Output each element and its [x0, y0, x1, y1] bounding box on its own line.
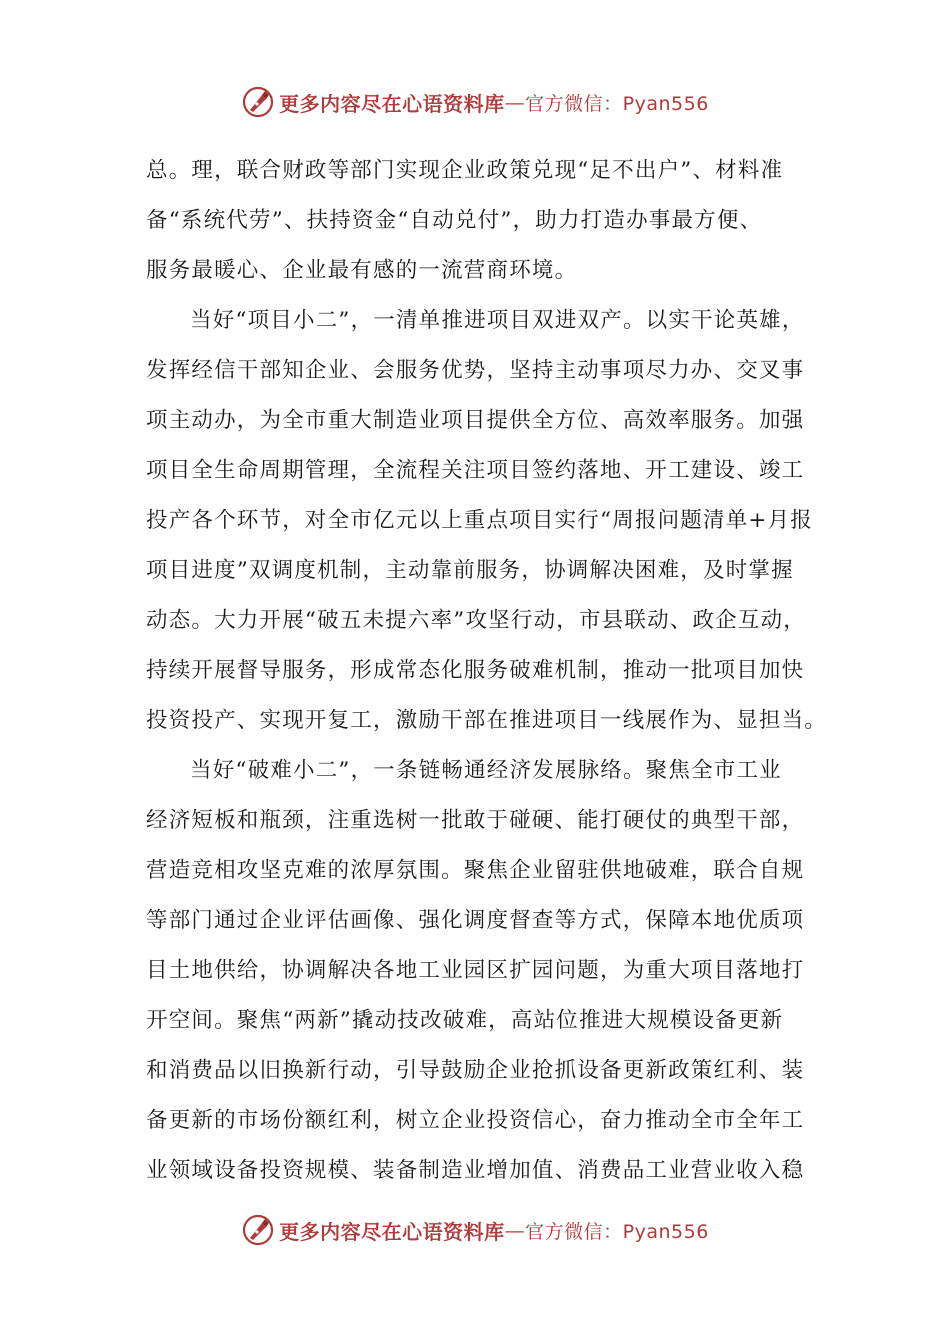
- text-line: 项主动办，为全市重大制造业项目提供全方位、高效率服务。加强: [146, 408, 805, 433]
- banner-brand-text: 更多内容尽在心语资料库: [279, 1219, 505, 1244]
- text-line: 投资投产、实现开复工，激励干部在推进项目一线展作为、显担当。: [146, 708, 828, 733]
- text-line: 项目进度”双调度机制，主动靠前服务，协调解决困难，及时掌握: [146, 558, 794, 583]
- paragraph-start-line: 当好“破难小二”，一条链畅通经济发展脉络。聚焦全市工业: [190, 758, 782, 783]
- text-line: 备更新的市场份额红利，树立企业投资信心，奋力推动全市全年工: [146, 1108, 805, 1133]
- pen-nib-logo-icon: [241, 85, 275, 119]
- text-line: 投产各个环节，对全市亿元以上重点项目实行“周报问题清单+月报: [146, 508, 814, 533]
- banner-wechat-text: 官方微信：Pyan556: [525, 92, 709, 115]
- text-line: 目土地供给，协调解决各地工业园区扩园问题，为重大项目落地打: [146, 958, 805, 983]
- text-line: 动态。大力开展“破五未提六率”攻坚行动，市县联动、政企互动，: [146, 608, 806, 633]
- pen-nib-logo-icon: [241, 1213, 275, 1247]
- text-line: 开空间。聚焦“两新”撬动技改破难，高站位推进大规模设备更新: [146, 1008, 784, 1033]
- text-line: 总。理，联合财政等部门实现企业政策兑现“足不出户”、材料准: [146, 158, 784, 183]
- text-line: 服务最暖心、企业最有感的一流营商环境。: [146, 258, 578, 283]
- header-banner: [0, 82, 950, 122]
- text-line: 项目全生命周期管理，全流程关注项目签约落地、开工建设、竣工: [146, 458, 805, 483]
- text-line: 备“系统代劳”、扶持资金“自动兑付”，助力打造办事最方便、: [146, 208, 763, 233]
- text-line: 和消费品以旧换新行动，引导鼓励企业抢抓设备更新政策红利、装: [146, 1058, 805, 1083]
- text-line: 持续开展督导服务，形成常态化服务破难机制，推动一批项目加快: [146, 658, 805, 683]
- document-body: [146, 146, 828, 1196]
- text-line: 等部门通过企业评估画像、强化调度督查等方式，保障本地优质项: [146, 908, 805, 933]
- banner-dash: —: [504, 90, 526, 114]
- banner-dash: —: [504, 1218, 526, 1242]
- text-line: 经济短板和瓶颈，注重选树一批敢于碰硬、能打硬仗的典型干部，: [146, 808, 805, 833]
- banner-brand-text: 更多内容尽在心语资料库: [279, 91, 505, 116]
- footer-banner: [0, 1210, 950, 1250]
- text-line: 业领域设备投资规模、装备制造业增加值、消费品工业营业收入稳: [146, 1158, 805, 1183]
- text-line: 营造竞相攻坚克难的浓厚氛围。聚焦企业留驻供地破难，联合自规: [146, 858, 805, 883]
- paragraph-start-line: 当好“项目小二”，一清单推进项目双进双产。以实干论英雄，: [190, 308, 805, 333]
- banner-wechat-text: 官方微信：Pyan556: [525, 1220, 709, 1243]
- text-line: 发挥经信干部知企业、会服务优势，坚持主动事项尽力办、交叉事: [146, 358, 805, 383]
